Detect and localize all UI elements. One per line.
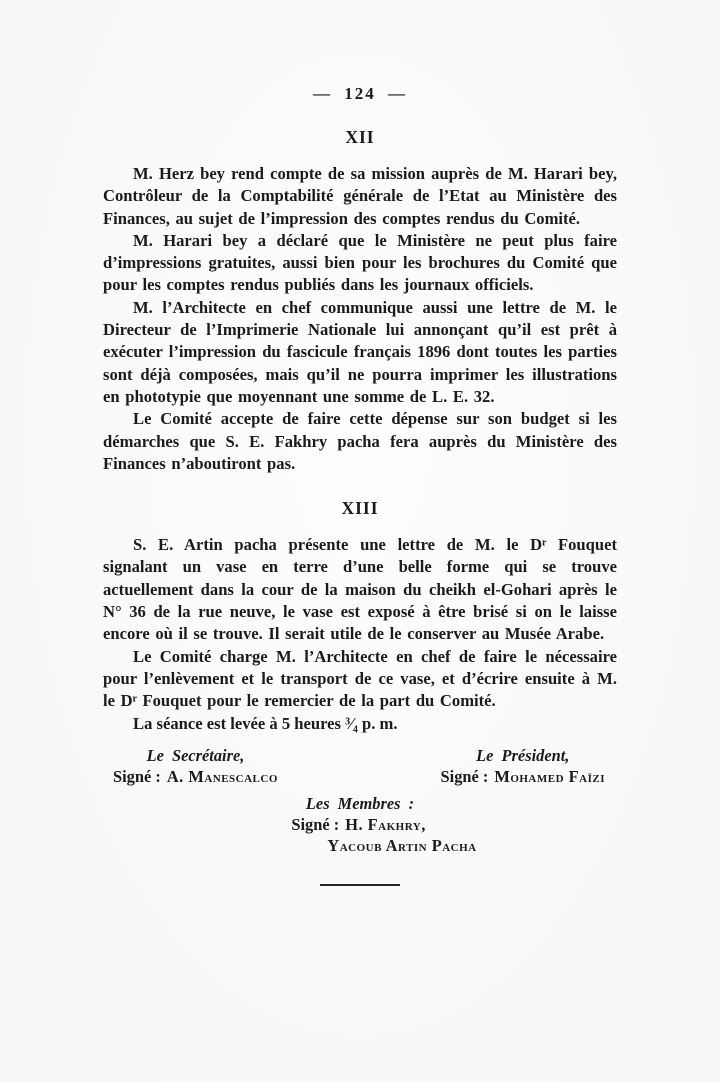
- president-title: Le Président,: [476, 745, 570, 765]
- signature-row: [103, 745, 617, 787]
- members-lines: [291, 814, 476, 856]
- signed-label: Signé :: [291, 814, 340, 834]
- secretary-name: A. Manescalco: [166, 766, 278, 786]
- secretary-title: Le Secrétaire,: [146, 745, 245, 765]
- paragraph-comite-charge: Le Comité charge M. l’Architecte en chef de faire le nécessaire pour l’enlèvement et le transport de ce vase, et d’écrire ensuite à M. le Dʳ Fouquet pour le remercier de la part du Comité.: [103, 646, 617, 711]
- signed-label: Signé :: [440, 766, 489, 786]
- paragraph-herz-mission: M. Herz bey rend compte de sa mission auprès de M. Harari bey, Contrôleur de la Comptabilité générale de l’Etat au Ministère des Finances, au sujet de l’impression des comptes rendus du Comité.: [103, 164, 617, 228]
- section-xiii-heading: XIII: [341, 498, 379, 519]
- member-name-fakhry: H. Fakhry,: [345, 814, 426, 834]
- closing-line: La séance est levée à 5 heures ³⁄₄ p. m.: [133, 713, 398, 733]
- members-title: Les Membres :: [305, 793, 415, 813]
- secretary-signature: [113, 745, 278, 787]
- section-xii-heading: XII: [345, 127, 375, 147]
- section-xii: [103, 127, 617, 475]
- secretary-signed-line: [113, 766, 278, 787]
- paragraph-harari-declaration: M. Harari bey a déclaré que le Ministère ne peut plus faire d’impressions gratuites, aussi bien pour les brochures du Comité que pour les comptes rendus publiés dans les journaux officiels.: [103, 230, 617, 295]
- president-signature: [441, 745, 605, 787]
- page-number: — 124 —: [313, 84, 407, 103]
- president-signed-line: [441, 766, 605, 787]
- end-rule: [320, 884, 400, 886]
- signed-label: Signé :: [113, 766, 161, 786]
- paragraph-comite-accepte: Le Comité accepte de faire cette dépense sur son budget si les démarches que S. E. Fakhry pacha fera auprès du Ministère des Finances n’aboutiront pas.: [103, 409, 617, 473]
- president-name: Mohamed Faïzi: [494, 766, 605, 786]
- section-xiii: [103, 498, 617, 735]
- members-signature: [103, 793, 617, 856]
- members-signed-line: [291, 814, 476, 835]
- paragraph-architecte-lettre: M. l’Architecte en chef communique aussi une lettre de M. le Directeur de l’Imprimerie Nationale lui annonçant qu’il est prêt à exécuter l’impression du fascicule français 1896 dont toutes les parties sont déjà composées, mais qu’il ne pourra imprimer les illustrations en phototypie que moyennant une somme de L. E. 32.: [103, 297, 617, 406]
- paragraph-artin-vase: S. E. Artin pacha présente une lettre de M. le Dʳ Fouquet signalant un vase en terre d’une belle forme qui se trouve actuellement dans la cour de la maison du cheikh el-Gohari après le N° 36 de la rue neuve, le vase est exposé à être brisé si on le laisse encore où il se trouve. Il serait utile de le conserver au Musée Arabe.: [103, 535, 617, 644]
- member-name-yacoub-artin: Yacoub Artin Pacha: [327, 835, 477, 855]
